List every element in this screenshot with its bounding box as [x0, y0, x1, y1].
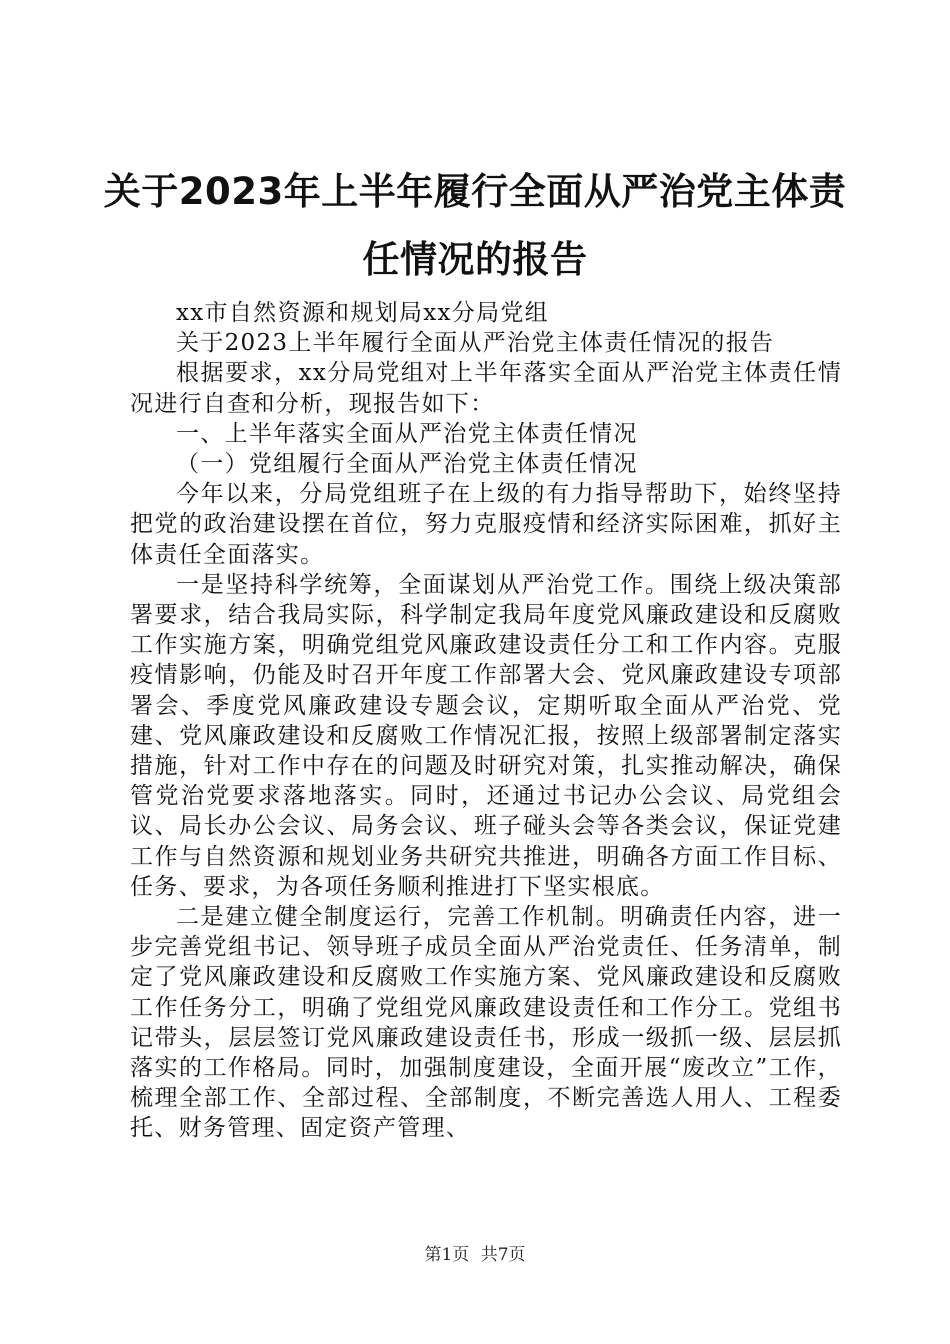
body-paragraph: 二是建立健全制度运行，完善工作机制。明确责任内容，进一步完善党组书记、领导班子成员全面从严治党责任、任务清单，制定了党风廉政建设和反腐败工作实施方案、党风廉政建设和反腐败工作任务分工，明确了党组党风廉政建设责任和工作分工。党组书记带头，层层签订党风廉政建设责任书，形成一级抓一级、层层抓落实的工作格局。同时，加强制度建设，全面开展“废改立”工作，梳理全部工作、全部过程、全部制度，不断完善选人用人、工程委托、财务管理、固定资产管理、: [130, 904, 842, 1142]
page-total: 共7页: [480, 1245, 526, 1265]
section-heading-1: 一、上半年落实全面从严治党主体责任情况: [176, 420, 638, 447]
page-footer: [0, 1240, 950, 1265]
body-paragraph: 今年以来，分局党组班子在上级的有力指导帮助下，始终坚持把党的政治建设摆在首位，努力克服疫情和经济实际困难，抓好主体责任全面落实。: [130, 481, 842, 568]
body-paragraph: 一是坚持科学统筹，全面谋划从严治党工作。围绕上级决策部署要求，结合我局实际，科学制定我局年度党风廉政建设和反腐败工作实施方案，明确党组党风廉政建设责任分工和工作内容。克服疫情影响，仍能及时召开年度工作部署大会、党风廉政建设专项部署会、季度党风廉政建设专题会议，定期听取全面从严治党、党建、党风廉政建设和反腐败工作情况汇报，按照上级部署制定落实措施，针对工作中存在的问题及时研究对策，扎实推动解决，确保管党治党要求落地落实。同时，还通过书记办公会议、局党组会议、局长办公会议、局务会议、班子碰头会等各类会议，保证党建工作与自然资源和规划业务共研究共推进，明确各方面工作目标、任务、要求，为各项任务顺利推进打下坚实根底。: [130, 571, 842, 900]
document-title: 关于2023年上半年履行全面从严治党主体责任情况的报告: [103, 170, 847, 281]
intro-paragraph: 根据要求，xx分局党组对上半年落实全面从严治党主体责任情况进行自查和分析，现报告如下：: [130, 360, 842, 417]
page-number: 第1页: [424, 1245, 470, 1265]
subsection-heading-1: （一）党组履行全面从严治党主体责任情况: [176, 451, 638, 478]
document-body: [130, 298, 842, 1144]
issuer-line: xx市自然资源和规划局xx分局党组: [176, 300, 549, 326]
report-subtitle: 关于2023上半年履行全面从严治党主体责任情况的报告: [176, 330, 775, 357]
